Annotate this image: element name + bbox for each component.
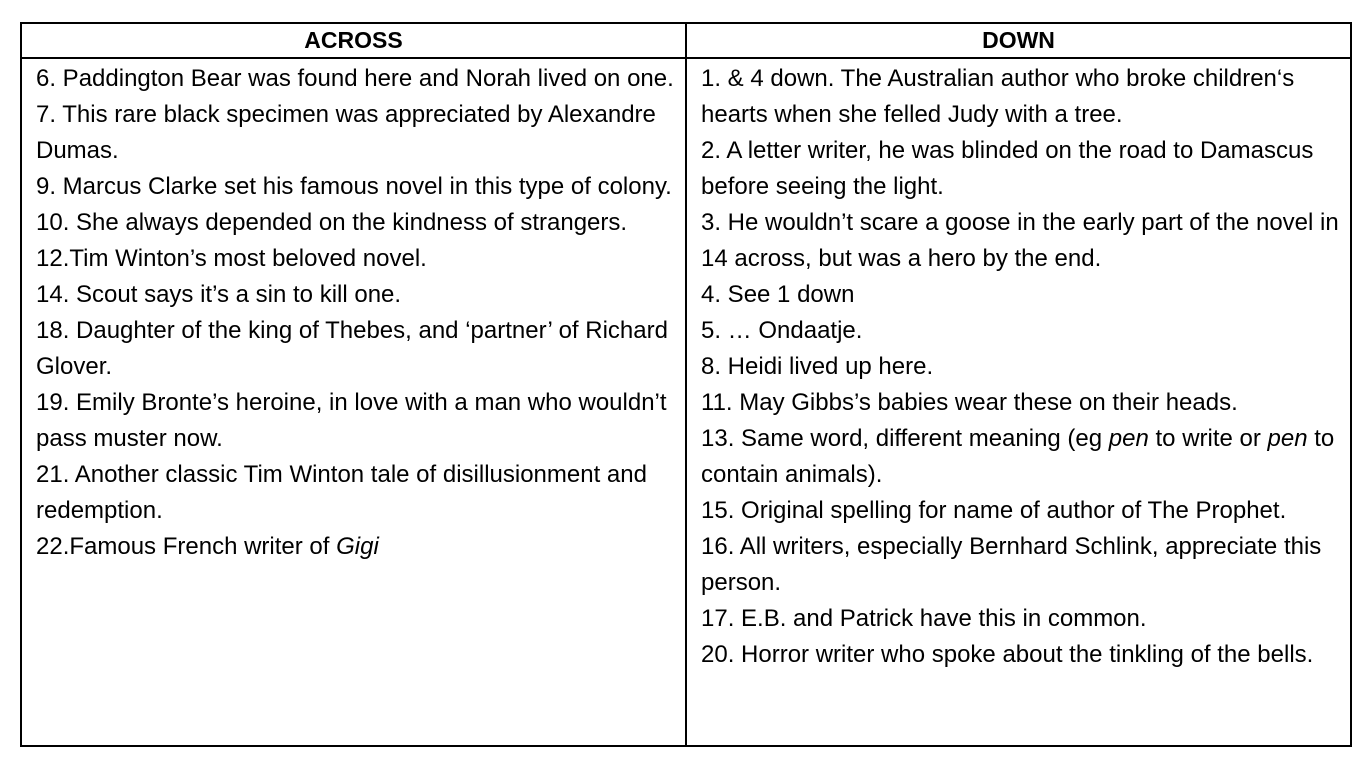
across-clue-12: 12.Tim Winton’s most beloved novel. — [36, 245, 427, 272]
down-clue-2: 2. A letter writer, he was blinded on the road to Damascus before seeing the light. — [701, 137, 1314, 200]
clue-text: 22.Famous French writer of — [36, 533, 337, 560]
clue-italic-title: Gigi — [336, 533, 379, 560]
down-clue-17: 17. E.B. and Patrick have this in common. — [701, 605, 1147, 632]
clue-text: to write or — [1148, 425, 1268, 452]
down-clue-13 — [701, 421, 1340, 493]
clue-text: 13. Same word, different meaning (eg — [701, 425, 1109, 452]
clue-italic-word: pen — [1267, 425, 1308, 452]
clue-text: to contain animals). — [701, 425, 1335, 488]
across-clue-14: 14. Scout says it’s a sin to kill one. — [36, 281, 402, 308]
down-clue-8: 8. Heidi lived up here. — [701, 353, 934, 380]
down-clue-16: 16. All writers, especially Bernhard Schlink, appreciate this person. — [701, 533, 1322, 596]
across-clue-22 — [36, 529, 675, 565]
across-clue-6: 6. Paddington Bear was found here and Norah lived on one. — [36, 65, 674, 92]
crossword-clue-table — [20, 22, 1352, 747]
across-clue-21: 21. Another classic Tim Winton tale of disillusionment and redemption. — [36, 461, 647, 524]
down-clue-15: 15. Original spelling for name of author of The Prophet. — [701, 497, 1287, 524]
down-clue-11: 11. May Gibbs’s babies wear these on their heads. — [701, 389, 1238, 416]
down-clue-1: 1. & 4 down. The Australian author who broke children‘s hearts when she felled Judy with a tree. — [701, 65, 1295, 128]
down-clue-3: 3. He wouldn’t scare a goose in the early part of the novel in 14 across, but was a hero by the end. — [701, 209, 1339, 272]
clue-italic-word: pen — [1108, 425, 1149, 452]
across-clue-7: 7. This rare black specimen was appreciated by Alexandre Dumas. — [36, 101, 656, 164]
across-clue-18: 18. Daughter of the king of Thebes, and ‘partner’ of Richard Glover. — [36, 317, 668, 380]
across-clue-19: 19. Emily Bronte’s heroine, in love with a man who wouldn’t pass muster now. — [36, 389, 667, 452]
across-header: ACROSS — [22, 24, 687, 59]
down-clue-4: 4. See 1 down — [701, 281, 855, 308]
across-clue-list — [22, 59, 687, 745]
down-clue-list — [687, 59, 1350, 745]
down-clue-20: 20. Horror writer who spoke about the tinkling of the bells. — [701, 641, 1314, 668]
across-clue-9: 9. Marcus Clarke set his famous novel in this type of colony. — [36, 173, 672, 200]
down-clue-5: 5. … Ondaatje. — [701, 317, 863, 344]
down-header: DOWN — [687, 24, 1350, 59]
across-clue-10: 10. She always depended on the kindness of strangers. — [36, 209, 628, 236]
